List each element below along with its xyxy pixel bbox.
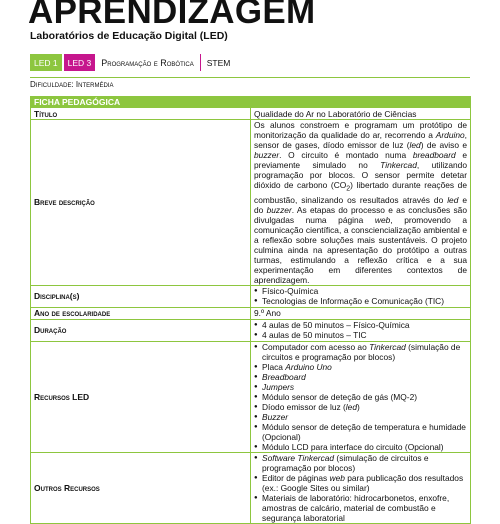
- desc-text: . O circuito é montado numa: [279, 150, 413, 160]
- page-title: APRENDIZAGEM: [28, 0, 316, 31]
- item-em: led: [345, 401, 357, 412]
- list-item: ● Tecnologias de Informação e Comunicação (TIC): [254, 296, 467, 306]
- item-text: Módulo sensor de deteção de gás (MQ-2): [262, 391, 418, 402]
- desc-text: ) libertado durante reações de combustão, sinalizando os resultados através do: [254, 180, 467, 205]
- desc-text: , sensor de gases, díodo emissor de luz (: [254, 130, 467, 150]
- desc-sub: 2: [346, 185, 351, 193]
- duration-list: [254, 320, 467, 340]
- tag-bar: [30, 54, 236, 71]
- list-item: [254, 442, 467, 452]
- subjects-value: [251, 285, 471, 307]
- desc-em: Arduino: [435, 130, 465, 140]
- desc-em: Tinkercad: [380, 160, 417, 170]
- page-subtitle: Laboratórios de Educação Digital (LED): [30, 30, 228, 42]
- list-item: [254, 392, 467, 402]
- desc-text: e previamente simulado no: [254, 150, 467, 170]
- duration-label: Duração: [31, 319, 251, 341]
- item-em: Breadboard: [262, 371, 306, 382]
- item-em: Arduino Uno: [285, 361, 332, 372]
- desc-text: , utilizando programação por blocos. O sensor permite detetar dióxido de carbono (CO: [254, 160, 467, 190]
- divider: [30, 77, 470, 78]
- item-text: (simulação de circuitos e programação por blocos): [262, 452, 429, 473]
- other-resources-list: [254, 453, 467, 523]
- subjects-label: Disciplina(s): [31, 285, 251, 307]
- item-text: Editor de páginas: [262, 472, 330, 483]
- item-em: web: [329, 472, 345, 483]
- list-item: [254, 422, 467, 442]
- difficulty-label: Dificuldade: Intermédia: [30, 80, 114, 89]
- desc-em: web: [374, 214, 391, 225]
- desc-text: e do: [254, 194, 467, 215]
- desc-text: ) de aviso e: [420, 140, 467, 150]
- grade-value: 9.º Ano: [251, 307, 471, 319]
- duration-value: [251, 319, 471, 341]
- led-resources-label: Recursos LED: [31, 341, 251, 452]
- item-text: para publicação dos resultados (ex.: Google Sites ou similar): [262, 472, 464, 493]
- list-item: ● Físico-Química: [254, 286, 467, 296]
- grade-label: Ano de escolaridade: [31, 307, 251, 319]
- list-item: [254, 402, 467, 412]
- item-text: Computador com acesso ao: [262, 341, 370, 352]
- list-item: ● 4 aulas de 50 minutos – Físico-Química: [254, 320, 467, 330]
- item-em: Buzzer: [262, 411, 289, 422]
- desc-text: , promovendo a comunicação científica, a consciencialização ambiental e a reflexão sobre soluções mais sustentáveis. O projeto culmina ainda na apresentação do protótipo a outras turmas, estimulando a reflexão crítica e a sua experimentação em diferentes contextos de aprendizagem.: [254, 214, 467, 285]
- list-item: [254, 473, 467, 493]
- tag-led3: LED 3: [64, 54, 96, 71]
- item-em: Jumpers: [262, 381, 295, 392]
- list-item: ● 4 aulas de 50 minutos – TIC: [254, 330, 467, 340]
- item-text: Materiais de laboratório: hidrocarbonetos, enxofre, amostras de calcário, material de combustão e segurança laboratorial: [262, 492, 450, 523]
- other-resources-label: Outros Recursos: [31, 452, 251, 523]
- list-item: [254, 382, 467, 392]
- desc-text: Os alunos constroem e programam um protótipo de monitorização da qualidade do ar, recorrendo a: [254, 120, 467, 140]
- tag-led1: LED 1: [30, 54, 62, 71]
- subjects-list: [254, 286, 467, 306]
- desc-em: led: [447, 194, 459, 205]
- list-item: [254, 362, 467, 372]
- list-item: [254, 372, 467, 382]
- tag-stem: STEM: [206, 57, 231, 68]
- list-item: [254, 453, 467, 473]
- description-label: Breve descrição: [31, 120, 251, 286]
- desc-em: led: [409, 140, 421, 150]
- led-resources-value: [251, 341, 471, 452]
- list-item: [254, 493, 467, 523]
- desc-text: . As etapas do processo e as conclusões são divulgadas numa página: [254, 204, 467, 225]
- other-resources-value: [251, 452, 471, 523]
- description-value: [251, 120, 471, 286]
- desc-em: breadboard: [412, 150, 456, 160]
- item-text: ): [356, 401, 360, 412]
- list-item: [254, 412, 467, 422]
- led-resources-list: [254, 342, 467, 452]
- item-text: Placa: [262, 361, 286, 372]
- desc-em: buzzer: [254, 150, 280, 160]
- item-text: Díodo emissor de luz (: [262, 401, 346, 412]
- list-item: [254, 342, 467, 362]
- desc-em: buzzer: [266, 204, 292, 215]
- item-text: (simulação de circuitos e programação por blocos): [262, 341, 461, 362]
- item-em: Tinkercad: [369, 341, 406, 352]
- tag-programming: Programação e Robótica: [95, 54, 201, 71]
- item-text: Módulo sensor de deteção de temperatura e humidade (Opcional): [262, 421, 466, 442]
- item-em: Software Tinkercad: [262, 452, 335, 463]
- title-label: Título: [31, 108, 251, 120]
- sheet-header: FICHA PEDAGÓGICA: [31, 97, 471, 108]
- title-value: Qualidade do Ar no Laboratório de Ciências: [251, 108, 471, 120]
- item-text: Módulo LCD para interface do circuito (Opcional): [262, 441, 444, 452]
- pedagogical-sheet: [30, 96, 471, 524]
